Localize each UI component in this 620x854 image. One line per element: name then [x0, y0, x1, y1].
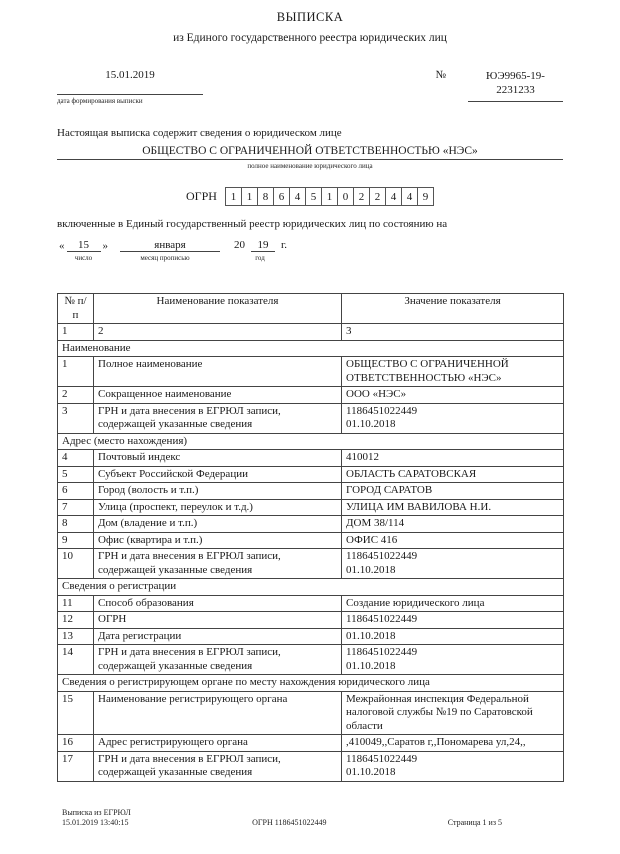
- indicator-value: [342, 612, 564, 629]
- ogrn-digit-box: 4: [401, 187, 418, 206]
- ogrn-digit-box: 2: [353, 187, 370, 206]
- row-number: 16: [58, 735, 94, 752]
- indicator-value: [342, 735, 564, 752]
- company-name-block: [57, 145, 563, 160]
- indicator-name: Дата регистрации: [94, 628, 342, 645]
- table-row: [58, 645, 564, 675]
- footer-doc-type: Выписка из ЕГРЮЛ: [62, 808, 131, 817]
- year-value: 19: [251, 239, 275, 252]
- table-row: [58, 735, 564, 752]
- indicator-value: [342, 357, 564, 387]
- table-row: [58, 751, 564, 781]
- row-number: 12: [58, 612, 94, 629]
- indicator-name: Почтовый индекс: [94, 450, 342, 467]
- ogrn-digit-box: 4: [289, 187, 306, 206]
- indicator-value: [342, 645, 564, 675]
- row-number: 4: [58, 450, 94, 467]
- ogrn-digit-box: 5: [305, 187, 322, 206]
- row-number: 14: [58, 645, 94, 675]
- indicator-value-line: 410012: [346, 451, 379, 463]
- table-row: [58, 403, 564, 433]
- company-name-caption: полное наименование юридического лица: [247, 162, 373, 170]
- row-number: 10: [58, 549, 94, 579]
- ogrn-row: [0, 187, 620, 206]
- extract-date-caption: дата формирования выписки: [57, 97, 143, 105]
- indicator-value-line: ДОМ 38/114: [346, 517, 405, 529]
- extract-number-line2: 2231233: [496, 84, 535, 96]
- indicator-value-line: 1186451022449: [346, 404, 418, 417]
- year-caption: год: [255, 254, 265, 262]
- extract-number-block: [436, 69, 564, 102]
- row-number: 7: [58, 499, 94, 516]
- ogrn-digit-boxes: [225, 187, 434, 206]
- section-header-row: [58, 340, 564, 357]
- indicator-name: ГРН и дата внесения в ЕГРЮЛ записи, содержащей указанные сведения: [94, 403, 342, 433]
- indicator-value-line: ОБЩЕСТВО С ОГРАНИЧЕННОЙ ОТВЕТСТВЕННОСТЬЮ «НЭС»: [346, 358, 509, 384]
- row-number: 8: [58, 516, 94, 533]
- ogrn-digit-box: 9: [417, 187, 434, 206]
- indicators-table: [57, 293, 564, 782]
- row-number: 9: [58, 532, 94, 549]
- indicator-value: [342, 403, 564, 433]
- column-number-1: 1: [58, 324, 94, 341]
- ogrn-label: ОГРН: [186, 189, 217, 203]
- indicator-value-line: 1186451022449: [346, 550, 418, 562]
- year-suffix: г.: [281, 239, 288, 251]
- table-row: [58, 387, 564, 404]
- indicator-value: [342, 532, 564, 549]
- indicator-value-line: 1186451022449: [346, 646, 418, 658]
- indicator-value-line: 01.10.2018: [346, 418, 396, 430]
- indicator-name: ОГРН: [94, 612, 342, 629]
- ogrn-digit-box: 0: [337, 187, 354, 206]
- year-group: [245, 239, 275, 262]
- table-row: [58, 516, 564, 533]
- table-row: [58, 628, 564, 645]
- table-row: [58, 612, 564, 629]
- table-row: [58, 549, 564, 579]
- table-row: [58, 357, 564, 387]
- table-row: [58, 466, 564, 483]
- table-row: [58, 499, 564, 516]
- document-title: ВЫПИСКА: [276, 10, 344, 24]
- ogrn-digit-box: 8: [257, 187, 274, 206]
- indicator-name: Дом (владение и т.п.): [94, 516, 342, 533]
- row-number: 11: [58, 595, 94, 612]
- table-header-row: [58, 294, 564, 324]
- indicator-value-line: 01.10.2018: [346, 766, 396, 778]
- indicator-value: [342, 499, 564, 516]
- indicator-value-line: Межрайонная инспекция Федеральной налоговой службы №19 по Саратовской области: [346, 692, 533, 732]
- indicator-value: [342, 595, 564, 612]
- header-indicator-value: Значение показателя: [342, 294, 564, 324]
- row-number: 17: [58, 751, 94, 781]
- indicator-name: Офис (квартира и т.п.): [94, 532, 342, 549]
- extract-number: [468, 69, 563, 102]
- table-row: [58, 532, 564, 549]
- month-value: января: [120, 239, 220, 252]
- indicator-value-line: ГОРОД САРАТОВ: [346, 484, 433, 496]
- column-number-2: 2: [94, 324, 342, 341]
- indicator-value-line: Создание юридического лица: [346, 596, 485, 609]
- indicator-value-line: ОБЛАСТЬ САРАТОВСКАЯ: [346, 467, 477, 480]
- row-number: 2: [58, 387, 94, 404]
- row-number: 15: [58, 691, 94, 735]
- page-footer: [62, 808, 502, 828]
- indicator-value-line: 1186451022449: [346, 613, 418, 625]
- table-row: [58, 450, 564, 467]
- ogrn-digit-box: 1: [225, 187, 242, 206]
- indicator-value: [342, 516, 564, 533]
- indicator-name: Улица (проспект, переулок и т.д.): [94, 499, 342, 516]
- included-text: включенные в Единый государственный реестр юридических лиц по состоянию на: [57, 218, 448, 230]
- indicator-value: [342, 549, 564, 579]
- footer-ogrn: ОГРН 1186451022449: [252, 818, 327, 827]
- close-quote: »: [102, 240, 108, 252]
- table-row: [58, 483, 564, 500]
- table-column-numbers-row: [58, 324, 564, 341]
- indicator-name: ГРН и дата внесения в ЕГРЮЛ записи, содержащей указанные сведения: [94, 645, 342, 675]
- footer-page-number: Страница 1 из 5: [447, 818, 502, 827]
- statement-text: Настоящая выписка содержит сведения о юридическом лице: [57, 127, 342, 139]
- header-indicator-name: Наименование показателя: [94, 294, 342, 324]
- indicator-name: ГРН и дата внесения в ЕГРЮЛ записи, содержащей указанные сведения: [94, 549, 342, 579]
- indicator-value-line: 1186451022449: [346, 752, 418, 765]
- indicator-name: Субъект Российской Федерации: [94, 466, 342, 483]
- section-title: Сведения о регистрирующем органе по месту нахождения юридического лица: [58, 675, 564, 692]
- indicator-name: Полное наименование: [94, 357, 342, 387]
- section-title: Наименование: [58, 340, 564, 357]
- indicator-value: [342, 483, 564, 500]
- row-number: 5: [58, 466, 94, 483]
- indicator-value-line: ОФИС 416: [346, 533, 398, 546]
- date-in-words-row: [57, 239, 620, 262]
- indicator-value: [342, 450, 564, 467]
- company-name: ОБЩЕСТВО С ОГРАНИЧЕННОЙ ОТВЕТСТВЕННОСТЬЮ «НЭС»: [142, 145, 478, 157]
- header-row-number: № п/п: [58, 294, 94, 324]
- indicator-value-line: 01.10.2018: [346, 659, 396, 672]
- indicator-name: Адрес регистрирующего органа: [94, 735, 342, 752]
- ogrn-digit-box: 2: [369, 187, 386, 206]
- open-quote: «: [59, 240, 65, 252]
- day-group: [57, 239, 110, 262]
- indicator-value: [342, 628, 564, 645]
- row-number: 6: [58, 483, 94, 500]
- indicator-value-line: 01.10.2018: [346, 563, 396, 576]
- indicator-value: [342, 751, 564, 781]
- column-number-3: 3: [342, 324, 564, 341]
- year-century: 20: [234, 239, 245, 251]
- indicator-name: Способ образования: [94, 595, 342, 612]
- indicator-value-line: 01.10.2018: [346, 629, 396, 642]
- section-header-row: [58, 433, 564, 450]
- day-value: 15: [67, 239, 101, 252]
- indicator-value: [342, 387, 564, 404]
- header-row: [57, 69, 563, 105]
- indicator-value-line: УЛИЦА ИМ ВАВИЛОВА Н.И.: [346, 500, 492, 513]
- document-subtitle: из Единого государственного реестра юридических лиц: [173, 32, 447, 44]
- day-caption: число: [74, 254, 93, 262]
- table-row: [58, 691, 564, 735]
- indicator-value-line: ООО «НЭС»: [346, 388, 407, 400]
- row-number: 13: [58, 628, 94, 645]
- indicator-name: Город (волость и т.п.): [94, 483, 342, 500]
- footer-timestamp: 15.01.2019 13:40:15: [62, 818, 129, 827]
- extract-date: 15.01.2019: [57, 69, 203, 95]
- extract-number-line1: ЮЭ9965-19-: [486, 70, 545, 82]
- ogrn-digit-box: 1: [241, 187, 258, 206]
- table-row: [58, 595, 564, 612]
- indicator-value: [342, 466, 564, 483]
- ogrn-digit-box: 6: [273, 187, 290, 206]
- ogrn-digit-box: 4: [385, 187, 402, 206]
- month-caption: месяц прописью: [140, 254, 190, 262]
- indicator-name: Сокращенное наименование: [94, 387, 342, 404]
- indicator-name: ГРН и дата внесения в ЕГРЮЛ записи, содержащей указанные сведения: [94, 751, 342, 781]
- row-number: 1: [58, 357, 94, 387]
- section-header-row: [58, 579, 564, 596]
- row-number: 3: [58, 403, 94, 433]
- ogrn-digit-box: 1: [321, 187, 338, 206]
- section-header-row: [58, 675, 564, 692]
- section-title: Адрес (место нахождения): [58, 433, 564, 450]
- month-group: [110, 239, 220, 262]
- indicator-value-line: ,410049,,Саратов г,,Пономарева ул,24,,: [346, 736, 526, 748]
- indicator-value: [342, 691, 564, 735]
- extract-date-block: [57, 69, 203, 105]
- number-sign-label: №: [435, 69, 446, 81]
- footer-left: [62, 808, 131, 828]
- indicator-name: Наименование регистрирующего органа: [94, 691, 342, 735]
- section-title: Сведения о регистрации: [58, 579, 564, 596]
